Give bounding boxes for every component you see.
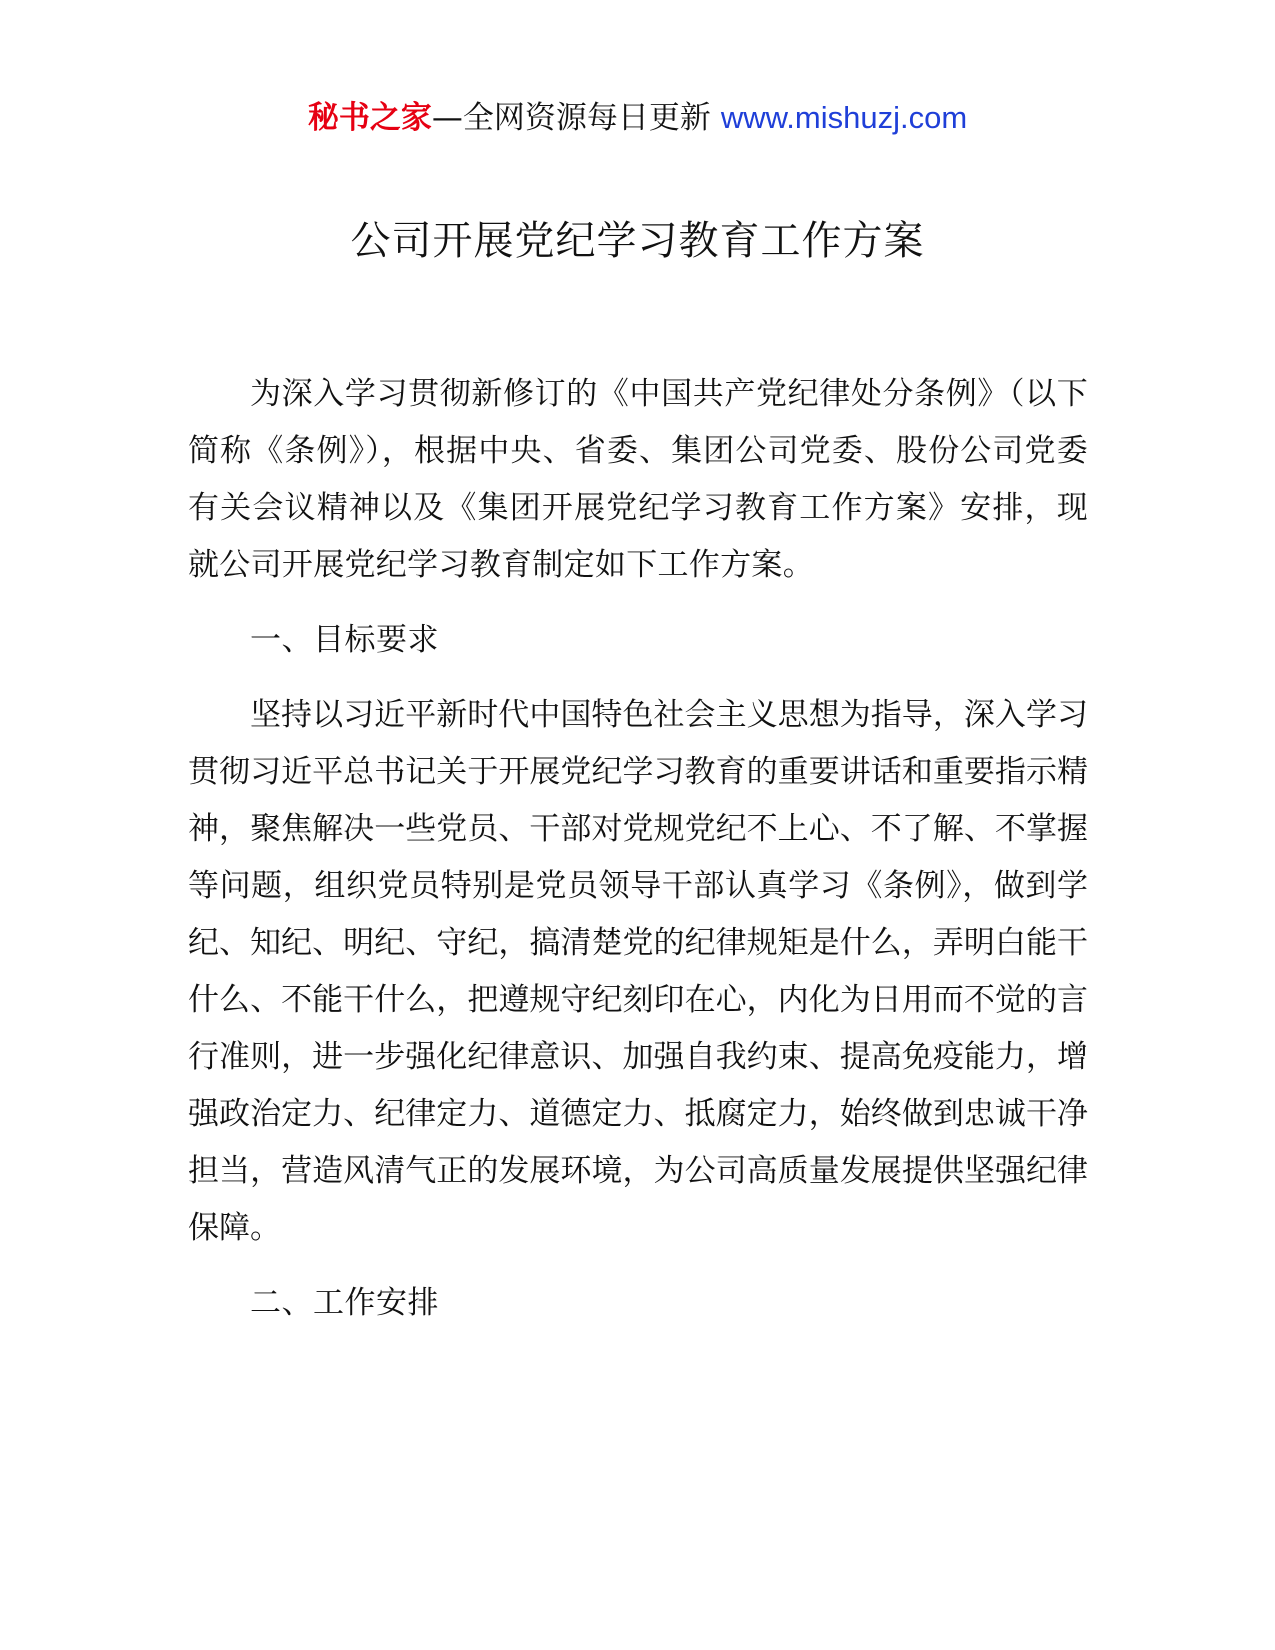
section-heading-arrangement: 二、工作安排 (250, 1285, 439, 1321)
document-title: 公司开展党纪学习教育工作方案 (350, 218, 925, 264)
brand-name: 秘书之家 (307, 100, 432, 136)
header-slogan: —全网资源每日更新 (431, 100, 711, 136)
section-heading-goals: 一、目标要求 (250, 622, 439, 658)
site-header (0, 96, 1275, 140)
site-url-link[interactable]: www.mishuzj.com (720, 100, 968, 135)
document-body (188, 366, 1088, 1350)
intro-paragraph: 为深入学习贯彻新修订的《中国共产党纪律处分条例》（以下简称《条例》），根据中央、省委、集团公司党委、股份公司党委有关会议精神以及《集团开展党纪学习教育工作方案》安排，现就公司开展党纪学习教育制定如下工作方案。 (188, 376, 1088, 583)
goals-paragraph: 坚持以习近平新时代中国特色社会主义思想为指导，深入学习贯彻习近平总书记关于开展党纪学习教育的重要讲话和重要指示精神，聚焦解决一些党员、干部对党规党纪不上心、不了解、不掌握等问题，组织党员特别是党员领导干部认真学习《条例》，做到学纪、知纪、明纪、守纪，搞清楚党的纪律规矩是什么，弄明白能干什么、不能干什么，把遵规守纪刻印在心，内化为日用而不觉的言行准则，进一步强化纪律意识、加强自我约束、提高免疫能力，增强政治定力、纪律定力、道德定力、抵腐定力，始终做到忠诚干净担当，营造风清气正的发展环境，为公司高质量发展提供坚强纪律保障。 (188, 697, 1088, 1246)
